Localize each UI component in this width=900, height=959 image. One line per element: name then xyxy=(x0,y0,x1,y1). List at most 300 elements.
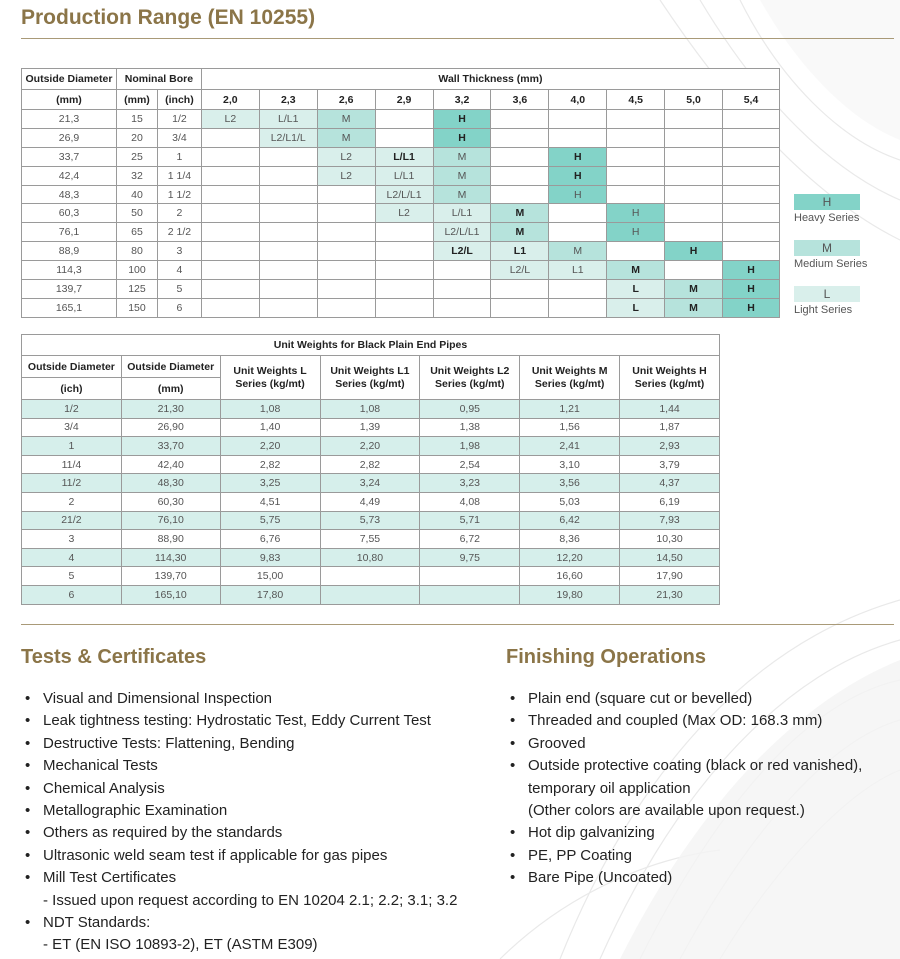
table-row xyxy=(22,147,780,166)
list-item xyxy=(21,710,491,732)
od-mm-cell: 26,90 xyxy=(121,418,220,437)
list-item-text: Mill Test Certificates xyxy=(43,869,177,887)
series-cell xyxy=(259,185,317,204)
list-item-text: Hot dip galvanizing xyxy=(528,824,655,842)
weight-h-cell: 10,30 xyxy=(620,530,720,549)
series-cell xyxy=(259,147,317,166)
series-cell: L2/L xyxy=(433,242,491,261)
od-mm-cell: 88,90 xyxy=(121,530,220,549)
table-row xyxy=(22,166,780,185)
nominal-bore-inch-cell: 6 xyxy=(157,298,201,317)
series-cell xyxy=(549,280,607,299)
series-cell xyxy=(375,261,433,280)
nominal-bore-inch-cell: 3 xyxy=(157,242,201,261)
series-cell: L2/L xyxy=(491,261,549,280)
list-item xyxy=(21,822,491,844)
series-cell xyxy=(317,261,375,280)
col-header-outside-diameter: Outside Diameter xyxy=(22,69,117,90)
finishing-list xyxy=(506,688,896,890)
outside-diameter-cell: 76,1 xyxy=(22,223,117,242)
od-inch-cell: 3 xyxy=(22,530,122,549)
outside-diameter-cell: 114,3 xyxy=(22,261,117,280)
series-cell xyxy=(607,110,665,129)
od-inch-cell: 3/4 xyxy=(22,418,122,437)
col-header-weight-l-text: Unit Weights L Series (kg/mt) xyxy=(233,364,307,390)
legend-medium-label: Medium Series xyxy=(794,258,868,270)
series-cell xyxy=(549,204,607,223)
tests-list xyxy=(21,688,491,957)
od-inch-cell: 4 xyxy=(22,548,122,567)
nominal-bore-mm-cell: 100 xyxy=(116,261,157,280)
series-cell xyxy=(722,147,779,166)
list-item xyxy=(21,755,491,777)
nominal-bore-inch-cell: 1 xyxy=(157,147,201,166)
od-inch-cell: 11/2 xyxy=(22,474,122,493)
list-item-text: Mechanical Tests xyxy=(43,757,158,775)
outside-diameter-cell: 60,3 xyxy=(22,204,117,223)
unit-od-mm: (mm) xyxy=(22,90,117,110)
list-item-text: NDT Standards: xyxy=(43,914,151,932)
col-header-wall-thickness: Wall Thickness (mm) xyxy=(201,69,779,90)
list-item xyxy=(506,688,896,710)
series-cell: H xyxy=(607,223,665,242)
table-row xyxy=(22,280,780,299)
series-cell: M xyxy=(665,280,723,299)
series-cell: L2 xyxy=(317,166,375,185)
weight-l-cell: 4,51 xyxy=(220,492,320,511)
outside-diameter-cell: 48,3 xyxy=(22,185,117,204)
series-cell: M xyxy=(665,298,723,317)
series-cell xyxy=(375,280,433,299)
series-cell xyxy=(607,185,665,204)
series-cell xyxy=(259,204,317,223)
series-cell xyxy=(259,242,317,261)
list-item xyxy=(21,867,491,912)
weight-l1-cell: 4,49 xyxy=(320,492,420,511)
unit-weights-table xyxy=(21,334,720,605)
series-cell xyxy=(665,185,723,204)
weight-l1-cell: 10,80 xyxy=(320,548,420,567)
title-divider xyxy=(21,38,894,39)
series-cell: H xyxy=(433,110,491,129)
od-mm-cell: 33,70 xyxy=(121,437,220,456)
series-cell: M xyxy=(317,110,375,129)
list-item xyxy=(21,688,491,710)
series-cell xyxy=(491,185,549,204)
list-item-subtext: - Issued upon request according to EN 10204 2.1; 2.2; 3.1; 3.2 xyxy=(43,891,458,909)
weight-h-cell: 21,30 xyxy=(620,585,720,604)
weight-l2-cell: 5,71 xyxy=(420,511,520,530)
series-cell xyxy=(665,110,723,129)
legend-medium xyxy=(794,240,874,270)
series-cell xyxy=(201,166,259,185)
weight-l-cell: 2,82 xyxy=(220,455,320,474)
unit-mm: (mm) xyxy=(121,378,220,400)
series-cell xyxy=(607,166,665,185)
series-cell xyxy=(201,242,259,261)
weight-l2-cell: 1,98 xyxy=(420,437,520,456)
col-header-weight-h xyxy=(620,356,720,400)
legend-heavy-label: Heavy Series xyxy=(794,212,860,224)
table-row xyxy=(22,492,720,511)
col-header-od-mm: Outside Diameter xyxy=(121,356,220,378)
weight-h-cell: 14,50 xyxy=(620,548,720,567)
list-item xyxy=(21,778,491,800)
list-item-text: Chemical Analysis xyxy=(43,779,165,797)
weight-l1-cell: 2,20 xyxy=(320,437,420,456)
series-cell xyxy=(201,223,259,242)
nominal-bore-inch-cell: 2 1/2 xyxy=(157,223,201,242)
series-cell xyxy=(317,242,375,261)
list-item-text: Plain end (square cut or bevelled) xyxy=(528,690,753,707)
nominal-bore-mm-cell: 150 xyxy=(116,298,157,317)
series-cell xyxy=(201,261,259,280)
nominal-bore-mm-cell: 65 xyxy=(116,223,157,242)
col-header-weight-l xyxy=(220,356,320,400)
outside-diameter-cell: 42,4 xyxy=(22,166,117,185)
unit-nb-inch: (inch) xyxy=(157,90,201,110)
weight-m-cell: 1,56 xyxy=(520,418,620,437)
series-cell xyxy=(433,298,491,317)
series-cell xyxy=(201,185,259,204)
weight-l-cell: 17,80 xyxy=(220,585,320,604)
unit-header-row xyxy=(22,90,780,110)
series-cell: L/L1 xyxy=(375,166,433,185)
weight-l1-cell: 1,39 xyxy=(320,418,420,437)
series-cell xyxy=(259,166,317,185)
series-cell xyxy=(722,185,779,204)
weight-h-cell: 1,87 xyxy=(620,418,720,437)
series-cell xyxy=(317,223,375,242)
weight-l2-cell: 4,08 xyxy=(420,492,520,511)
nominal-bore-mm-cell: 32 xyxy=(116,166,157,185)
table-row xyxy=(22,128,780,147)
od-inch-cell: 1/2 xyxy=(22,400,122,419)
series-cell xyxy=(722,223,779,242)
od-inch-cell: 21/2 xyxy=(22,511,122,530)
weight-m-cell: 3,56 xyxy=(520,474,620,493)
weight-l-cell: 5,75 xyxy=(220,511,320,530)
thickness-header: 3,6 xyxy=(491,90,549,110)
series-cell: M xyxy=(433,166,491,185)
tests-title: Tests & Certificates xyxy=(21,646,207,668)
list-item-text: Threaded and coupled (Max OD: 168.3 mm) xyxy=(528,712,823,730)
legend-heavy xyxy=(794,194,874,224)
list-item-text: Grooved xyxy=(528,734,586,752)
table-row xyxy=(22,418,720,437)
series-cell xyxy=(317,280,375,299)
weight-m-cell: 12,20 xyxy=(520,548,620,567)
od-inch-cell: 5 xyxy=(22,567,122,586)
list-item-text: Others as required by the standards xyxy=(43,824,283,842)
table-row xyxy=(22,204,780,223)
nominal-bore-mm-cell: 20 xyxy=(116,128,157,147)
list-item xyxy=(506,710,896,732)
list-item-text: Visual and Dimensional Inspection xyxy=(43,690,273,707)
legend-heavy-swatch: H xyxy=(794,194,860,210)
table-row xyxy=(22,185,780,204)
list-item-text: Outside protective coating (black or red vanished), xyxy=(528,757,863,775)
series-cell: H xyxy=(549,147,607,166)
weight-l2-cell xyxy=(420,567,520,586)
table-row xyxy=(22,474,720,493)
series-cell xyxy=(201,128,259,147)
series-cell xyxy=(433,280,491,299)
list-item xyxy=(506,867,896,889)
series-cell: L2/L/L1 xyxy=(433,223,491,242)
series-cell xyxy=(201,298,259,317)
series-cell xyxy=(491,128,549,147)
series-cell xyxy=(259,223,317,242)
thickness-header: 3,2 xyxy=(433,90,491,110)
nominal-bore-inch-cell: 4 xyxy=(157,261,201,280)
series-cell: L2 xyxy=(201,110,259,129)
od-mm-cell: 76,10 xyxy=(121,511,220,530)
nominal-bore-mm-cell: 40 xyxy=(116,185,157,204)
weight-h-cell: 1,44 xyxy=(620,400,720,419)
series-cell: H xyxy=(722,261,779,280)
list-item xyxy=(21,733,491,755)
unit-weights-title: Unit Weights for Black Plain End Pipes xyxy=(22,335,720,356)
outside-diameter-cell: 165,1 xyxy=(22,298,117,317)
weight-l2-cell: 6,72 xyxy=(420,530,520,549)
table-row xyxy=(22,110,780,129)
od-inch-cell: 6 xyxy=(22,585,122,604)
weight-l-cell: 3,25 xyxy=(220,474,320,493)
weight-l1-cell: 2,82 xyxy=(320,455,420,474)
thickness-header: 4,0 xyxy=(549,90,607,110)
weight-m-cell: 16,60 xyxy=(520,567,620,586)
list-item xyxy=(21,912,491,957)
nominal-bore-mm-cell: 15 xyxy=(116,110,157,129)
weight-l1-cell xyxy=(320,585,420,604)
series-cell: L1 xyxy=(491,242,549,261)
col-header-weight-l2-text: Unit Weights L2 Series (kg/mt) xyxy=(430,364,510,390)
series-cell: H xyxy=(607,204,665,223)
weight-m-cell: 19,80 xyxy=(520,585,620,604)
series-cell: L2 xyxy=(375,204,433,223)
weight-l1-cell: 7,55 xyxy=(320,530,420,549)
series-cell xyxy=(375,242,433,261)
series-cell: L/L1 xyxy=(375,147,433,166)
weight-l-cell: 9,83 xyxy=(220,548,320,567)
weight-l2-cell: 2,54 xyxy=(420,455,520,474)
series-cell xyxy=(607,147,665,166)
list-item-text: Metallographic Examination xyxy=(43,802,228,820)
series-cell: L1 xyxy=(549,261,607,280)
legend-light-label: Light Series xyxy=(794,304,853,316)
outside-diameter-cell: 139,7 xyxy=(22,280,117,299)
od-inch-cell: 1 xyxy=(22,437,122,456)
series-cell xyxy=(549,128,607,147)
list-item-subtext: temporary oil application xyxy=(528,779,691,797)
weight-h-cell: 17,90 xyxy=(620,567,720,586)
series-cell: H xyxy=(722,298,779,317)
legend-medium-swatch: M xyxy=(794,240,860,256)
outside-diameter-cell: 33,7 xyxy=(22,147,117,166)
weight-l1-cell: 5,73 xyxy=(320,511,420,530)
col-header-nominal-bore: Nominal Bore xyxy=(116,69,201,90)
thickness-header: 2,3 xyxy=(259,90,317,110)
series-cell xyxy=(491,280,549,299)
unit-nb-mm: (mm) xyxy=(116,90,157,110)
table-row xyxy=(22,223,780,242)
series-cell: M xyxy=(433,185,491,204)
series-cell: M xyxy=(491,204,549,223)
series-cell xyxy=(259,261,317,280)
series-cell xyxy=(201,280,259,299)
series-cell xyxy=(375,223,433,242)
weight-m-cell: 5,03 xyxy=(520,492,620,511)
list-item-text: Destructive Tests: Flattening, Bending xyxy=(43,734,295,752)
series-cell xyxy=(317,185,375,204)
thickness-header: 2,0 xyxy=(201,90,259,110)
series-cell: L/L1 xyxy=(433,204,491,223)
table-row xyxy=(22,437,720,456)
nominal-bore-mm-cell: 50 xyxy=(116,204,157,223)
series-cell: H xyxy=(549,185,607,204)
od-mm-cell: 165,10 xyxy=(121,585,220,604)
col-header-weight-m-text: Unit Weights M Series (kg/mt) xyxy=(531,364,608,390)
series-cell: M xyxy=(433,147,491,166)
thickness-header: 5,0 xyxy=(665,90,723,110)
series-cell: M xyxy=(549,242,607,261)
section-divider xyxy=(21,624,894,625)
nominal-bore-inch-cell: 1 1/4 xyxy=(157,166,201,185)
series-cell: L xyxy=(607,280,665,299)
series-cell xyxy=(549,223,607,242)
weight-l2-cell xyxy=(420,585,520,604)
col-header-weight-m xyxy=(520,356,620,400)
weight-l-cell: 6,76 xyxy=(220,530,320,549)
series-cell xyxy=(549,110,607,129)
weight-l2-cell: 9,75 xyxy=(420,548,520,567)
series-cell: H xyxy=(433,128,491,147)
nominal-bore-inch-cell: 2 xyxy=(157,204,201,223)
series-cell xyxy=(665,166,723,185)
series-cell xyxy=(491,298,549,317)
od-inch-cell: 2 xyxy=(22,492,122,511)
finishing-title: Finishing Operations xyxy=(506,646,707,668)
weight-h-cell: 2,93 xyxy=(620,437,720,456)
series-cell: M xyxy=(607,261,665,280)
production-range-table xyxy=(21,68,780,318)
od-mm-cell: 21,30 xyxy=(121,400,220,419)
series-cell xyxy=(607,128,665,147)
weight-l-cell: 15,00 xyxy=(220,567,320,586)
series-cell xyxy=(722,204,779,223)
table-row xyxy=(22,455,720,474)
nominal-bore-inch-cell: 3/4 xyxy=(157,128,201,147)
table-row xyxy=(22,567,720,586)
weight-l-cell: 2,20 xyxy=(220,437,320,456)
list-item xyxy=(506,733,896,755)
table-row xyxy=(22,585,720,604)
series-cell xyxy=(317,298,375,317)
nominal-bore-inch-cell: 1/2 xyxy=(157,110,201,129)
series-cell xyxy=(375,110,433,129)
table-row xyxy=(22,242,780,261)
od-mm-cell: 114,30 xyxy=(121,548,220,567)
list-item xyxy=(21,845,491,867)
unit-inch: (ich) xyxy=(22,378,122,400)
weight-l2-cell: 0,95 xyxy=(420,400,520,419)
weight-h-cell: 6,19 xyxy=(620,492,720,511)
series-cell xyxy=(201,147,259,166)
series-cell: L/L1 xyxy=(259,110,317,129)
series-cell xyxy=(375,128,433,147)
series-cell: M xyxy=(491,223,549,242)
list-item xyxy=(21,800,491,822)
list-item xyxy=(506,755,896,822)
outside-diameter-cell: 88,9 xyxy=(22,242,117,261)
series-cell: L xyxy=(607,298,665,317)
weight-m-cell: 3,10 xyxy=(520,455,620,474)
weight-h-cell: 3,79 xyxy=(620,455,720,474)
series-cell: L2/L1/L xyxy=(259,128,317,147)
list-item xyxy=(506,845,896,867)
weight-l2-cell: 3,23 xyxy=(420,474,520,493)
series-cell xyxy=(607,242,665,261)
legend-light-swatch: L xyxy=(794,286,860,302)
weight-l-cell: 1,40 xyxy=(220,418,320,437)
list-item-text: Leak tightness testing: Hydrostatic Test, Eddy Current Test xyxy=(43,712,431,730)
od-mm-cell: 139,70 xyxy=(121,567,220,586)
series-cell xyxy=(665,204,723,223)
series-cell: H xyxy=(665,242,723,261)
od-mm-cell: 60,30 xyxy=(121,492,220,511)
series-cell xyxy=(259,298,317,317)
weight-l1-cell: 3,24 xyxy=(320,474,420,493)
weight-l2-cell: 1,38 xyxy=(420,418,520,437)
series-cell xyxy=(722,110,779,129)
series-cell xyxy=(665,147,723,166)
weight-l1-cell xyxy=(320,567,420,586)
list-item-text: Bare Pipe (Uncoated) xyxy=(528,869,673,887)
series-cell xyxy=(375,298,433,317)
series-cell xyxy=(317,204,375,223)
od-mm-cell: 48,30 xyxy=(121,474,220,493)
weight-h-cell: 4,37 xyxy=(620,474,720,493)
thickness-header: 2,6 xyxy=(317,90,375,110)
col-header-weight-l1-text: Unit Weights L1 Series (kg/mt) xyxy=(330,364,410,390)
list-item-text: Ultrasonic weld seam test if applicable for gas pipes xyxy=(43,846,388,864)
weight-m-cell: 1,21 xyxy=(520,400,620,419)
outside-diameter-cell: 21,3 xyxy=(22,110,117,129)
od-inch-cell: 11/4 xyxy=(22,455,122,474)
col-header-od-inch: Outside Diameter xyxy=(22,356,122,378)
series-cell: M xyxy=(317,128,375,147)
nominal-bore-mm-cell: 80 xyxy=(116,242,157,261)
list-item-subtext: - ET (EN ISO 10893-2), ET (ASTM E309) xyxy=(43,936,318,954)
weight-m-cell: 8,36 xyxy=(520,530,620,549)
table-row xyxy=(22,261,780,280)
list-item-subtext: (Other colors are available upon request.) xyxy=(528,802,805,820)
col-header-weight-l1 xyxy=(320,356,420,400)
series-cell xyxy=(722,166,779,185)
series-cell xyxy=(665,128,723,147)
series-cell: H xyxy=(549,166,607,185)
table-row xyxy=(22,511,720,530)
series-cell xyxy=(491,166,549,185)
series-cell: H xyxy=(722,280,779,299)
table-row xyxy=(22,400,720,419)
series-cell xyxy=(259,280,317,299)
table-row xyxy=(22,530,720,549)
thickness-header: 2,9 xyxy=(375,90,433,110)
series-cell xyxy=(665,261,723,280)
weight-m-cell: 2,41 xyxy=(520,437,620,456)
